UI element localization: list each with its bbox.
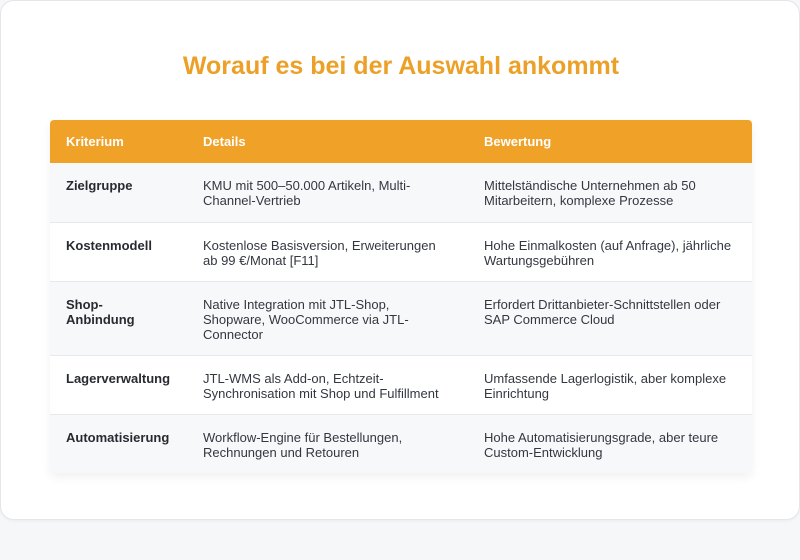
table-row <box>50 163 752 222</box>
comparison-table <box>50 120 752 473</box>
header-bewertung: Bewertung <box>468 120 752 163</box>
cell-kriterium: Zielgruppe <box>50 163 187 222</box>
cell-details: KMU mit 500–50.000 Artikeln, Multi-Channel-Vertrieb <box>187 163 468 222</box>
cell-details: JTL-WMS als Add-on, Echtzeit-Synchronisation mit Shop und Fulfillment <box>187 355 468 414</box>
cell-kriterium: Kostenmodell <box>50 222 187 281</box>
cell-details: Kostenlose Basisversion, Erweiterungen ab 99 €/Monat [F11] <box>187 222 468 281</box>
cell-bewertung: Erfordert Drittanbieter-Schnittstellen oder SAP Commerce Cloud <box>468 281 752 355</box>
table-row <box>50 222 752 281</box>
cell-details: Workflow-Engine für Bestellungen, Rechnungen und Retouren <box>187 414 468 473</box>
cell-details: Native Integration mit JTL-Shop, Shopware, WooCommerce via JTL-Connector <box>187 281 468 355</box>
table-row <box>50 414 752 473</box>
cell-kriterium: Shop-Anbindung <box>50 281 187 355</box>
cell-bewertung: Umfassende Lagerlogistik, aber komplexe Einrichtung <box>468 355 752 414</box>
cell-kriterium: Lagerverwaltung <box>50 355 187 414</box>
cell-bewertung: Mittelständische Unternehmen ab 50 Mitarbeitern, komplexe Prozesse <box>468 163 752 222</box>
header-details: Details <box>187 120 468 163</box>
table-row <box>50 281 752 355</box>
header-kriterium: Kriterium <box>50 120 187 163</box>
cell-kriterium: Automatisierung <box>50 414 187 473</box>
cell-bewertung: Hohe Einmalkosten (auf Anfrage), jährliche Wartungsgebühren <box>468 222 752 281</box>
cell-bewertung: Hohe Automatisierungsgrade, aber teure Custom-Entwicklung <box>468 414 752 473</box>
table-header-row <box>50 120 752 163</box>
table-row <box>50 355 752 414</box>
page-title: Worauf es bei der Auswahl ankommt <box>182 52 620 80</box>
